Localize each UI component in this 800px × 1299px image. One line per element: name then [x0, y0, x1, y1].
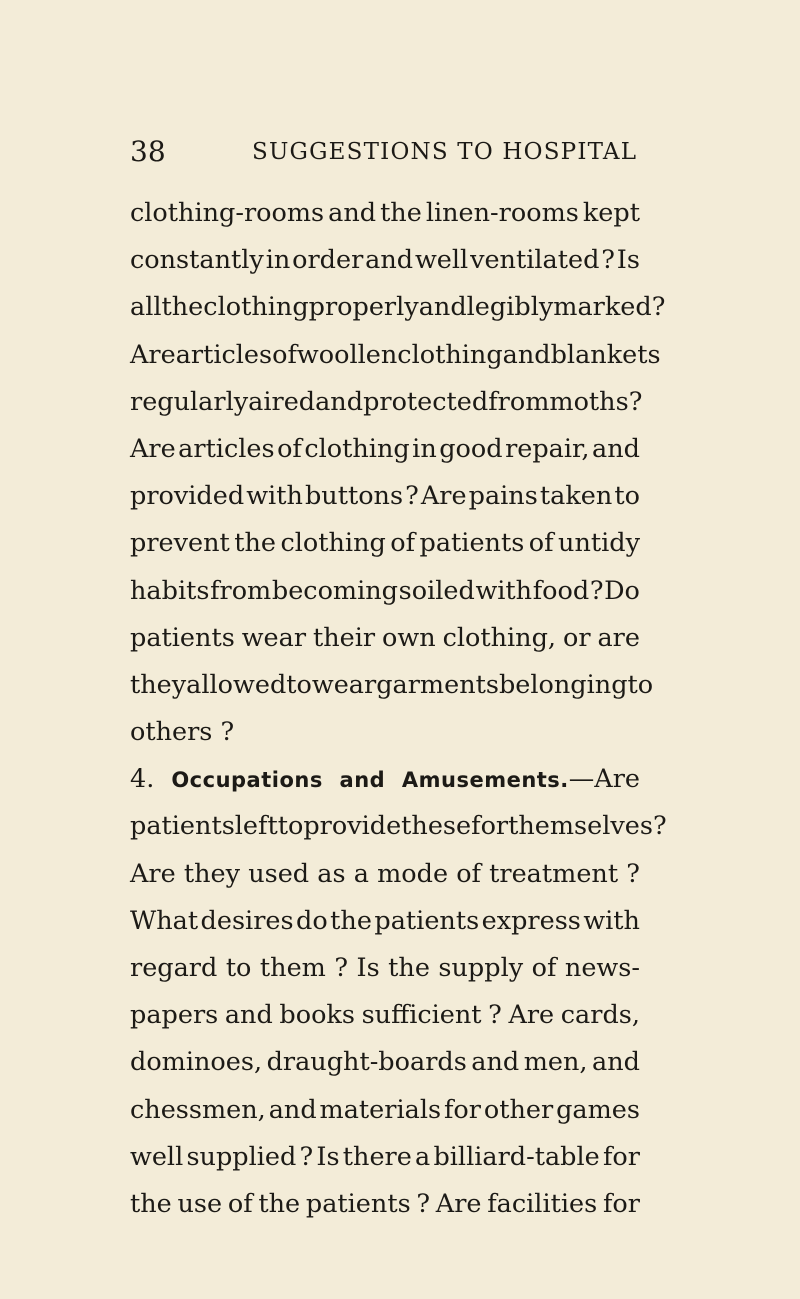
- text-line: they allowed to wear garments belonging to: [130, 669, 654, 700]
- text-line: others ?: [130, 717, 235, 748]
- section-title: Occupations and Amusements.: [171, 768, 569, 793]
- text-line: prevent the clothing of patients of untidy: [130, 528, 640, 559]
- text-line: Are articles of woollen clothing and blankets: [130, 339, 661, 370]
- text-line: chessmen, and materials for other games: [130, 1094, 640, 1125]
- paragraph-occupations: [130, 803, 667, 1228]
- text-line: dominoes, draught-boards and men, and: [130, 1047, 640, 1078]
- text-line: regularly aired and protected from moths ?: [130, 386, 643, 417]
- text-line: papers and books sufficient ? Are cards,: [130, 1000, 640, 1031]
- running-head: SUGGESTIONS TO HOSPITAL: [252, 139, 638, 165]
- text-line: Are they used as a mode of treatment ?: [130, 858, 640, 889]
- text-line: Are articles of clothing in good repair, and: [130, 433, 640, 464]
- text-line: constantly in order and well ventilated ? Is: [130, 245, 640, 276]
- text-line: What desires do the patients express with: [130, 905, 640, 936]
- page-number: 38: [130, 135, 166, 168]
- text-line: well supplied ? Is there a billiard-table for: [130, 1141, 640, 1172]
- page-header: [130, 127, 640, 171]
- section-heading-line: [130, 756, 640, 803]
- text-line: clothing-rooms and the linen-rooms kept: [130, 198, 640, 228]
- paragraph-clothing: [130, 190, 666, 756]
- text-line: the use of the patients ? Are facilities for: [130, 1188, 640, 1219]
- section-number: 4.: [130, 764, 155, 795]
- body-text: [130, 190, 667, 1228]
- text-line: patients left to provide these for themselves ?: [130, 811, 667, 842]
- text-line: habits from becoming soiled with food ? Do: [130, 575, 640, 606]
- text-line: regard to them ? Is the supply of news-: [130, 953, 640, 983]
- text-line: patients wear their own clothing, or are: [130, 622, 640, 653]
- section-first-line-rest: —Are: [568, 764, 640, 795]
- text-line: provided with buttons ? Are pains taken to: [130, 481, 640, 512]
- text-line: all the clothing properly and legibly marked ?: [130, 292, 666, 323]
